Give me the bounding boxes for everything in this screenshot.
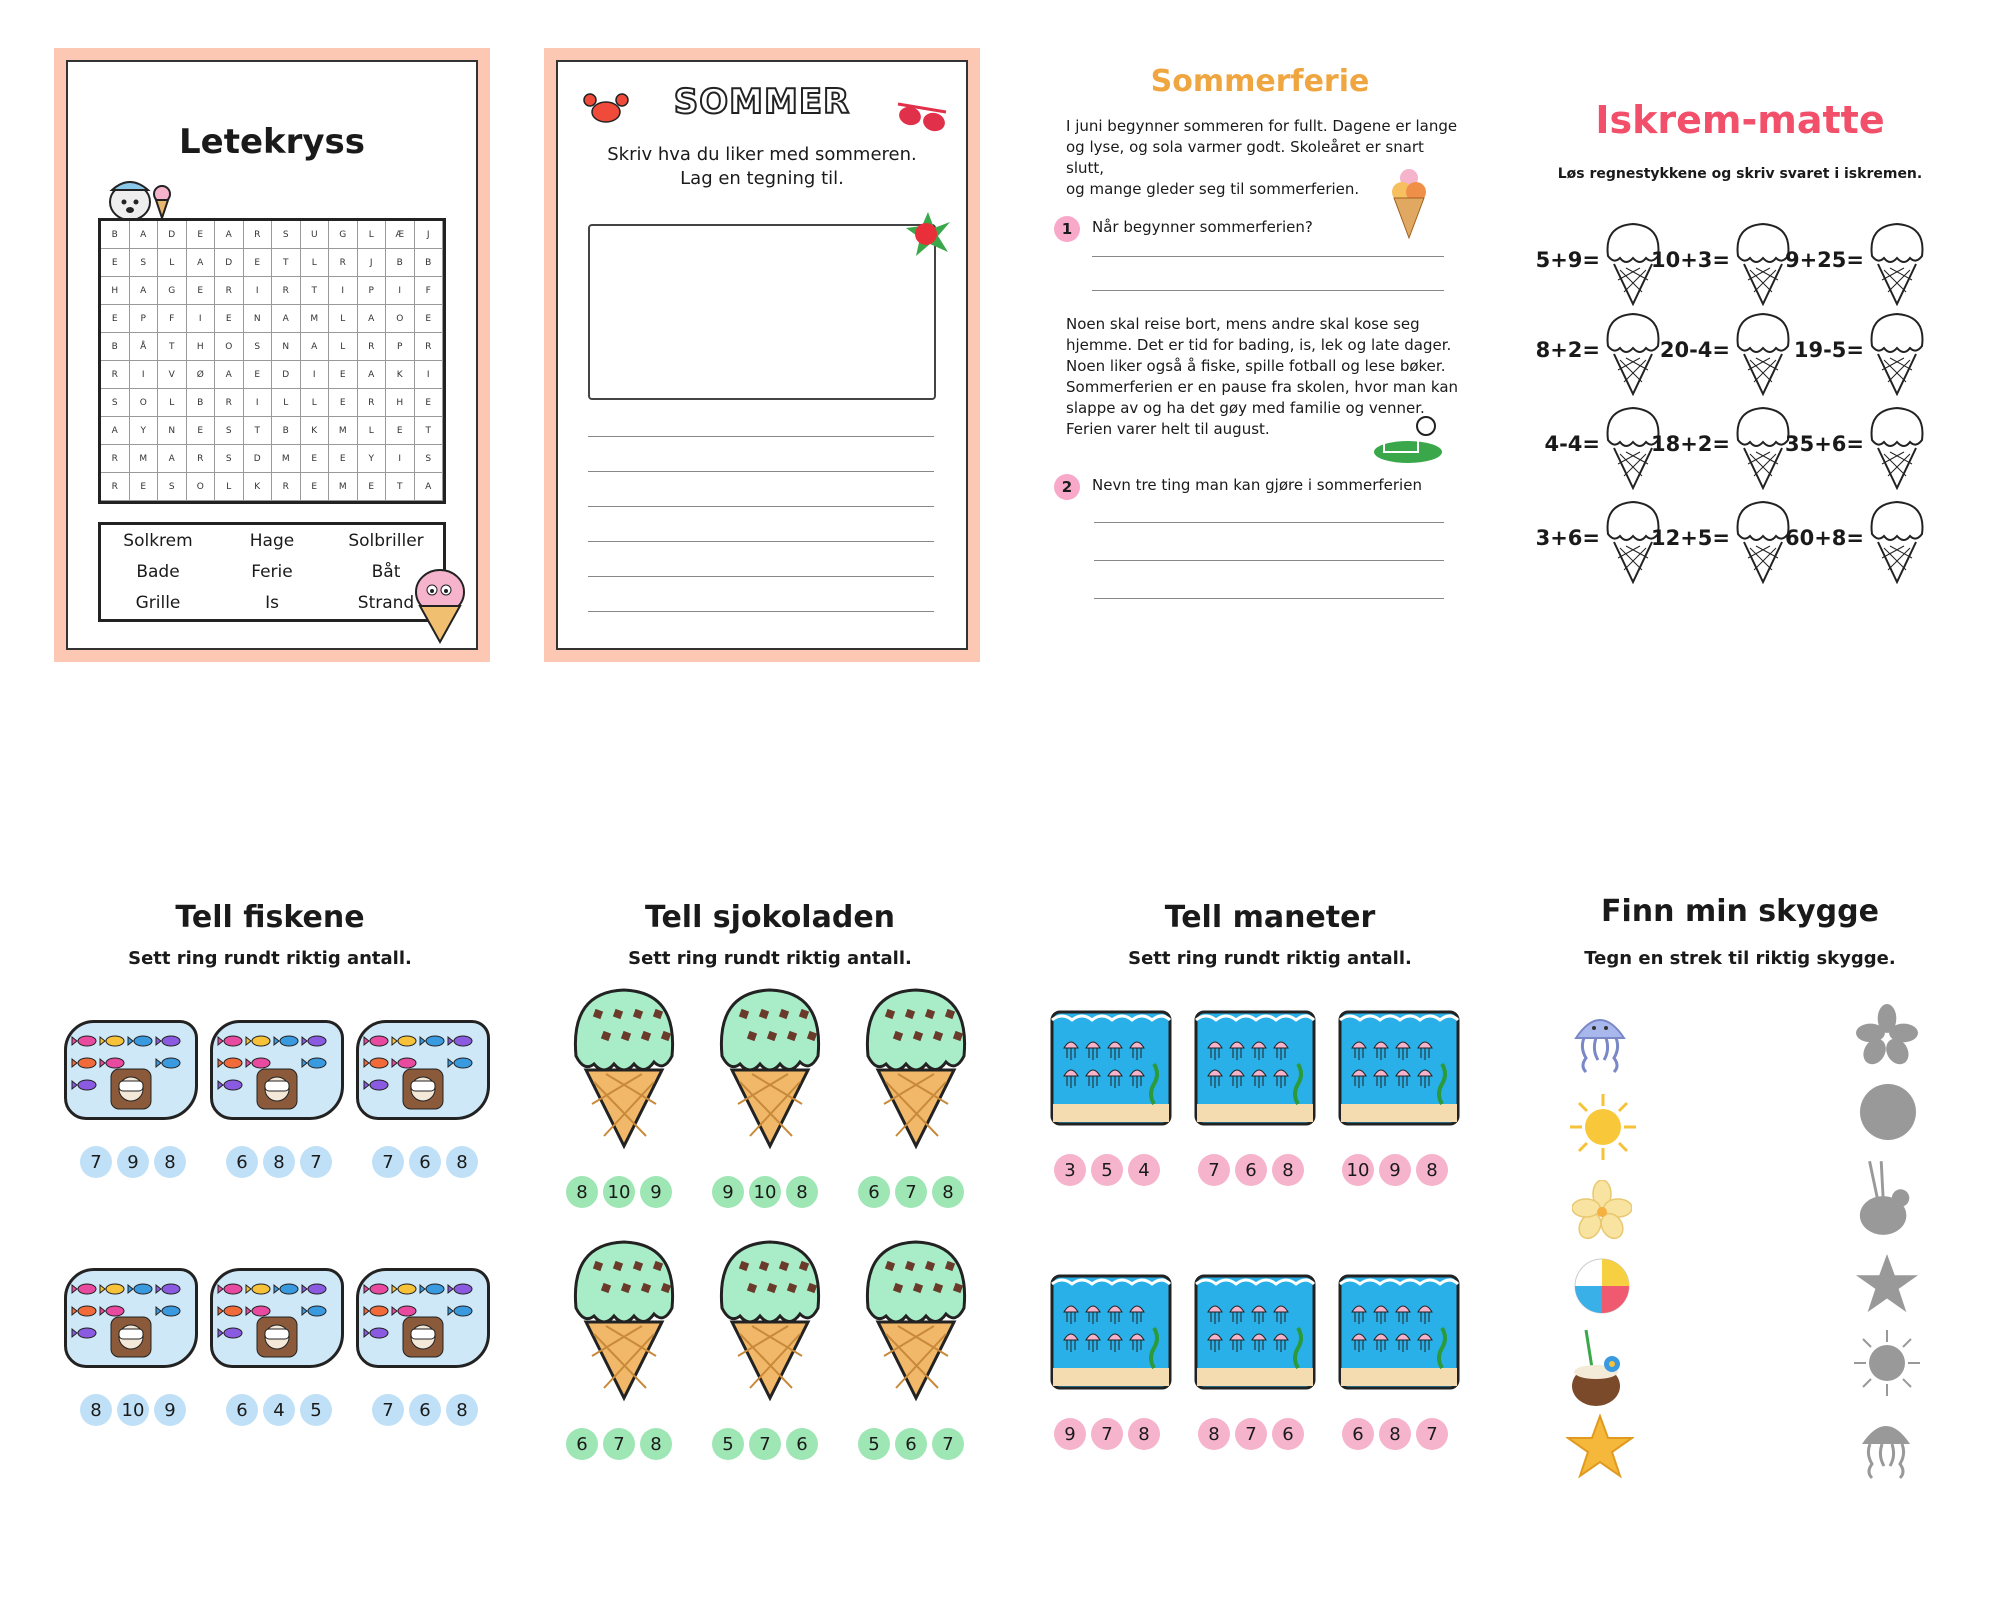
question: Når begynner sommerferien? (1092, 218, 1313, 236)
grid-letter[interactable]: R (358, 333, 387, 361)
answer-choice[interactable]: 6 (786, 1428, 818, 1460)
grid-letter[interactable]: S (215, 417, 244, 445)
grid-letter[interactable]: R (272, 473, 301, 501)
grid-letter[interactable]: E (101, 305, 130, 333)
grid-letter[interactable]: G (158, 277, 187, 305)
answer-choice[interactable]: 6 (895, 1428, 927, 1460)
grid-letter[interactable]: B (415, 249, 444, 277)
sun-icon[interactable] (1568, 1092, 1638, 1162)
answer-choice[interactable]: 4 (1128, 1154, 1160, 1186)
word-grid (98, 218, 446, 504)
grid-letter[interactable]: O (130, 389, 159, 417)
flower-icon[interactable] (1572, 1180, 1632, 1240)
instruction: Tegn en strek til riktig skygge. (1584, 948, 1896, 969)
grid-letter[interactable]: L (301, 249, 330, 277)
answer-choice[interactable]: 9 (154, 1394, 186, 1426)
jellyfish-shadow-icon[interactable] (1856, 1414, 1916, 1480)
grid-letter[interactable]: E (130, 473, 159, 501)
grid-letter[interactable]: M (301, 305, 330, 333)
math-equation: 12+5= (1650, 526, 1730, 550)
word-list (98, 522, 446, 622)
answer-choice[interactable]: 7 (80, 1146, 112, 1178)
grid-letter[interactable]: L (329, 305, 358, 333)
writing-line (588, 436, 934, 437)
answer-line[interactable] (1092, 290, 1444, 291)
beach-ball-icon[interactable] (1572, 1256, 1632, 1316)
grid-letter[interactable]: V (158, 361, 187, 389)
starfish-shadow-icon[interactable] (1854, 1252, 1920, 1316)
grid-letter[interactable]: R (101, 473, 130, 501)
answer-choice[interactable]: 6 (226, 1146, 258, 1178)
grid-letter[interactable]: A (215, 221, 244, 249)
reading-paragraph: Noen skal reise bort, mens andre skal kose seg hjemme. Det er tid for bading, is, lek og late dager. Noen liker også å fiske, spille fotball og lese bøker. Sommerferien er en pause fra skolen, hvor man kan slappe av og ha det gøy med familie og venner. Ferien varer helt til august. (1066, 315, 1459, 438)
answer-choice[interactable]: 8 (932, 1176, 964, 1208)
answer-choice[interactable]: 8 (446, 1146, 478, 1178)
grid-letter[interactable]: A (215, 361, 244, 389)
grid-letter[interactable]: S (158, 473, 187, 501)
mint-ice-cream-picture (716, 986, 824, 1150)
grid-letter[interactable]: Y (130, 417, 159, 445)
answer-choice[interactable]: 7 (603, 1428, 635, 1460)
jellyfish-count-page (1040, 900, 1500, 1460)
answer-line[interactable] (1094, 522, 1444, 523)
grid-letter[interactable]: O (386, 305, 415, 333)
grid-letter[interactable]: R (187, 445, 216, 473)
fish-tank-picture (356, 1020, 490, 1120)
answer-choice[interactable]: 7 (749, 1428, 781, 1460)
jellyfish-icon[interactable] (1570, 1008, 1630, 1074)
grid-letter[interactable]: T (301, 277, 330, 305)
grid-letter[interactable]: A (358, 361, 387, 389)
page-title: Tell maneter (1164, 900, 1376, 935)
answer-choice[interactable]: 7 (372, 1394, 404, 1426)
grid-letter[interactable]: R (272, 277, 301, 305)
fish-tank-picture (64, 1268, 198, 1368)
grid-letter[interactable]: T (158, 333, 187, 361)
grid-letter[interactable]: U (301, 221, 330, 249)
grid-letter[interactable]: E (329, 389, 358, 417)
answer-choice[interactable]: 6 (226, 1394, 258, 1426)
grid-letter[interactable]: L (358, 221, 387, 249)
grid-letter[interactable]: H (187, 333, 216, 361)
grid-letter[interactable]: B (272, 417, 301, 445)
math-equation: 9+25= (1784, 248, 1864, 272)
answer-choice[interactable]: 6 (566, 1428, 598, 1460)
math-equation: 18+2= (1650, 432, 1730, 456)
grid-letter[interactable]: A (358, 305, 387, 333)
page-title: Letekryss (178, 122, 366, 162)
answer-choice[interactable]: 8 (263, 1146, 295, 1178)
wordsearch-page (54, 48, 490, 662)
fish-count-page (40, 900, 500, 1460)
instruction: Lag en tegning til. (680, 168, 844, 189)
grid-letter[interactable]: A (415, 473, 444, 501)
mint-ice-cream-picture (570, 1238, 678, 1402)
grid-letter[interactable]: E (301, 473, 330, 501)
answer-choice[interactable]: 9 (712, 1176, 744, 1208)
grid-letter[interactable]: L (329, 333, 358, 361)
answer-choice[interactable]: 5 (712, 1428, 744, 1460)
answer-line[interactable] (1092, 256, 1444, 257)
grid-letter[interactable]: T (244, 417, 273, 445)
grid-letter[interactable]: A (272, 305, 301, 333)
grid-letter[interactable]: S (101, 389, 130, 417)
flower-shadow-icon[interactable] (1856, 1004, 1918, 1066)
grid-letter[interactable]: E (358, 473, 387, 501)
grid-letter[interactable]: H (386, 389, 415, 417)
grid-letter[interactable]: D (158, 221, 187, 249)
grid-letter[interactable]: E (415, 305, 444, 333)
grid-letter[interactable]: E (415, 389, 444, 417)
grid-letter[interactable]: N (272, 333, 301, 361)
answer-choice[interactable]: 8 (1198, 1418, 1230, 1450)
grid-letter[interactable]: D (272, 361, 301, 389)
answer-choice[interactable]: 7 (372, 1146, 404, 1178)
grid-letter[interactable]: I (130, 361, 159, 389)
grid-letter[interactable]: T (386, 473, 415, 501)
grid-letter[interactable]: R (101, 445, 130, 473)
math-equation: 20-4= (1659, 338, 1730, 362)
grid-letter[interactable]: B (101, 333, 130, 361)
jellyfish-tank-picture (1194, 1010, 1316, 1126)
answer-choice[interactable]: 5 (858, 1428, 890, 1460)
grid-letter[interactable]: J (358, 249, 387, 277)
grid-letter[interactable]: A (130, 277, 159, 305)
question: Nevn tre ting man kan gjøre i sommerferien (1092, 476, 1422, 494)
grid-letter[interactable]: F (158, 305, 187, 333)
answer-choice[interactable]: 8 (446, 1394, 478, 1426)
grid-letter[interactable]: K (386, 361, 415, 389)
grid-letter[interactable]: P (386, 333, 415, 361)
instruction: Sett ring rundt riktig antall. (128, 948, 412, 969)
grid-letter[interactable]: E (187, 277, 216, 305)
grid-letter[interactable]: Ø (187, 361, 216, 389)
grid-letter[interactable]: Å (130, 333, 159, 361)
mint-ice-cream-picture (570, 986, 678, 1150)
mint-ice-cream-picture (862, 1238, 970, 1402)
fish-tank-picture (64, 1020, 198, 1120)
math-equation: 10+3= (1650, 248, 1730, 272)
ice-cream-mascot-icon (412, 562, 468, 646)
grid-letter[interactable]: E (244, 249, 273, 277)
grid-letter[interactable]: M (329, 417, 358, 445)
grid-letter[interactable]: L (272, 389, 301, 417)
math-equation: 3+6= (1535, 526, 1600, 550)
writing-line (588, 471, 934, 472)
starfish-icon[interactable] (1566, 1414, 1634, 1480)
answer-choice[interactable]: 7 (895, 1176, 927, 1208)
jellyfish-tank-picture (1050, 1274, 1172, 1390)
page-title: Tell fiskene (175, 900, 365, 935)
grid-letter[interactable]: N (244, 305, 273, 333)
sommerferie-page (1040, 48, 1480, 662)
grid-letter[interactable]: B (187, 389, 216, 417)
answer-choice[interactable]: 8 (640, 1428, 672, 1460)
grid-letter[interactable]: T (415, 417, 444, 445)
jellyfish-tank-picture (1194, 1274, 1316, 1390)
grid-letter[interactable]: R (215, 277, 244, 305)
jellyfish-tank-picture (1338, 1274, 1460, 1390)
instruction: Skriv hva du liker med sommeren. (607, 144, 917, 165)
grid-letter[interactable]: S (415, 445, 444, 473)
word-list-item: Grille (135, 593, 181, 614)
grid-letter[interactable]: E (244, 361, 273, 389)
ice-cream-answer-icon[interactable] (1866, 220, 1928, 306)
answer-choice[interactable]: 9 (1379, 1154, 1411, 1186)
math-equation: 5+9= (1535, 248, 1600, 272)
grid-letter[interactable]: E (187, 221, 216, 249)
answer-choice[interactable]: 6 (1235, 1154, 1267, 1186)
grid-letter[interactable]: R (101, 361, 130, 389)
grid-letter[interactable]: I (244, 389, 273, 417)
grid-letter[interactable]: B (386, 249, 415, 277)
grid-letter[interactable]: I (244, 277, 273, 305)
fish-tank-picture (356, 1268, 490, 1368)
word-list-item: Hage (249, 530, 295, 551)
grid-letter[interactable]: R (215, 389, 244, 417)
reading-paragraph: I juni begynner sommeren for fullt. Dagene er lange og lyse, og sola varmer godt. Skoleåret er snart slutt, og mange gleder seg til sommerferien. (1066, 117, 1458, 198)
grid-letter[interactable]: I (386, 445, 415, 473)
answer-choice[interactable]: 6 (1342, 1418, 1374, 1450)
answer-choice[interactable]: 6 (858, 1176, 890, 1208)
grid-letter[interactable]: J (415, 221, 444, 249)
answer-choice[interactable]: 7 (1416, 1418, 1448, 1450)
iskrem-page (1520, 48, 1960, 662)
math-equation: 4-4= (1544, 432, 1600, 456)
page-title: Iskrem-matte (1595, 98, 1885, 142)
answer-choice[interactable]: 5 (300, 1394, 332, 1426)
answer-choice[interactable]: 10 (603, 1176, 635, 1208)
word-list-item: Solbriller (348, 530, 424, 551)
grid-letter[interactable]: D (215, 249, 244, 277)
instruction: Sett ring rundt riktig antall. (628, 948, 912, 969)
grid-letter[interactable]: S (215, 445, 244, 473)
grid-letter[interactable]: M (272, 445, 301, 473)
answer-choice[interactable]: 8 (786, 1176, 818, 1208)
grid-letter[interactable]: M (329, 473, 358, 501)
grid-letter[interactable]: E (301, 445, 330, 473)
answer-choice[interactable]: 7 (1198, 1154, 1230, 1186)
answer-choice[interactable]: 4 (263, 1394, 295, 1426)
grid-letter[interactable]: F (415, 277, 444, 305)
grid-letter[interactable]: E (329, 445, 358, 473)
answer-choice[interactable]: 9 (117, 1146, 149, 1178)
grid-letter[interactable]: L (358, 417, 387, 445)
math-equation: 8+2= (1535, 338, 1600, 362)
grid-letter[interactable]: S (272, 221, 301, 249)
grid-letter[interactable]: S (244, 333, 273, 361)
writing-line (588, 576, 934, 577)
grid-letter[interactable]: H (101, 277, 130, 305)
writing-line (588, 506, 934, 507)
writing-line (588, 611, 934, 612)
answer-choice[interactable]: 9 (640, 1176, 672, 1208)
grid-letter[interactable]: O (187, 473, 216, 501)
answer-choice[interactable]: 8 (1128, 1418, 1160, 1450)
answer-choice[interactable]: 7 (1235, 1418, 1267, 1450)
grid-letter[interactable]: E (215, 305, 244, 333)
grid-letter[interactable]: G (329, 221, 358, 249)
answer-choice[interactable]: 7 (300, 1146, 332, 1178)
jellyfish-tank-picture (1338, 1010, 1460, 1126)
grid-letter[interactable]: I (187, 305, 216, 333)
fish-tank-picture (210, 1268, 344, 1368)
answer-choice[interactable]: 8 (154, 1146, 186, 1178)
dog-mascot-icon (106, 172, 178, 224)
grid-letter[interactable]: L (158, 389, 187, 417)
word-list-item: Ferie (251, 561, 293, 582)
grid-letter[interactable]: I (301, 361, 330, 389)
coconut-drink-icon[interactable] (1568, 1328, 1632, 1408)
grid-letter[interactable]: B (101, 221, 130, 249)
grid-letter[interactable]: A (187, 249, 216, 277)
coconut-drink-shadow-icon[interactable] (1856, 1158, 1918, 1238)
answer-line[interactable] (1094, 598, 1444, 599)
grid-letter[interactable]: E (329, 361, 358, 389)
grid-letter[interactable]: L (158, 249, 187, 277)
grid-letter[interactable]: P (358, 277, 387, 305)
grid-letter[interactable]: A (101, 417, 130, 445)
grid-letter[interactable]: R (244, 221, 273, 249)
ice-cream-answer-icon[interactable] (1866, 310, 1928, 396)
math-equation: 19-5= (1793, 338, 1864, 362)
word-list-item: Båt (371, 561, 401, 582)
page-title: Finn min skygge (1601, 894, 1879, 929)
grid-letter[interactable]: L (215, 473, 244, 501)
question-number: 1 (1054, 216, 1080, 242)
answer-choice[interactable]: 8 (1379, 1418, 1411, 1450)
word-list-item: Is (265, 593, 279, 614)
grid-letter[interactable]: I (386, 277, 415, 305)
jellyfish-tank-picture (1050, 1010, 1172, 1126)
ice-cream-icon (1388, 164, 1430, 240)
grid-letter[interactable]: S (130, 249, 159, 277)
grid-letter[interactable]: M (130, 445, 159, 473)
grid-letter[interactable]: R (329, 249, 358, 277)
grid-letter[interactable]: K (301, 417, 330, 445)
sunglasses-icon (896, 98, 948, 134)
math-equation: 35+6= (1784, 432, 1864, 456)
grid-letter[interactable]: O (215, 333, 244, 361)
grid-letter[interactable]: I (329, 277, 358, 305)
ice-cream-answer-icon[interactable] (1866, 498, 1928, 584)
grid-letter[interactable]: K (244, 473, 273, 501)
instruction: Løs regnestykkene og skriv svaret i iskremen. (1557, 166, 1923, 182)
grid-letter[interactable]: P (130, 305, 159, 333)
answer-choice[interactable]: 10 (117, 1394, 149, 1426)
grid-letter[interactable]: A (158, 445, 187, 473)
answer-choice[interactable]: 6 (409, 1146, 441, 1178)
grid-letter[interactable]: L (301, 389, 330, 417)
drawing-box[interactable] (588, 224, 936, 400)
page-title: SOMMER (673, 82, 851, 122)
chocolate-count-page (540, 900, 1000, 1460)
answer-choice[interactable]: 5 (1091, 1154, 1123, 1186)
grid-letter[interactable]: N (158, 417, 187, 445)
grid-letter[interactable]: Æ (386, 221, 415, 249)
hibiscus-icon (902, 208, 954, 260)
answer-line[interactable] (1094, 560, 1444, 561)
mint-ice-cream-picture (716, 1238, 824, 1402)
grid-letter[interactable]: R (358, 389, 387, 417)
grid-letter[interactable]: Y (358, 445, 387, 473)
grid-letter[interactable]: I (415, 361, 444, 389)
sommer-page (544, 48, 980, 662)
instruction: Sett ring rundt riktig antall. (1128, 948, 1412, 969)
word-list-item: Solkrem (123, 530, 193, 551)
ice-cream-answer-icon[interactable] (1866, 404, 1928, 490)
answer-choice[interactable]: 6 (1272, 1418, 1304, 1450)
grid-letter[interactable]: A (130, 221, 159, 249)
grid-letter[interactable]: E (187, 417, 216, 445)
grid-letter[interactable]: R (415, 333, 444, 361)
fish-tank-picture (210, 1020, 344, 1120)
answer-choice[interactable]: 8 (80, 1394, 112, 1426)
word-list-item: Bade (136, 561, 180, 582)
sun-shadow-icon[interactable] (1852, 1328, 1922, 1398)
word-list-item: Strand (357, 593, 415, 614)
answer-choice[interactable]: 7 (932, 1428, 964, 1460)
answer-choice[interactable]: 8 (566, 1176, 598, 1208)
answer-choice[interactable]: 7 (1091, 1418, 1123, 1450)
page-title: Tell sjokoladen (644, 900, 896, 935)
answer-choice[interactable]: 8 (1272, 1154, 1304, 1186)
answer-choice[interactable]: 8 (1416, 1154, 1448, 1186)
soccer-field-icon (1370, 412, 1446, 464)
math-equation: 60+8= (1784, 526, 1864, 550)
answer-choice[interactable]: 3 (1054, 1154, 1086, 1186)
grid-letter[interactable]: D (244, 445, 273, 473)
answer-choice[interactable]: 9 (1054, 1418, 1086, 1450)
page-title: Sommerferie (1150, 64, 1370, 99)
answer-choice[interactable]: 6 (409, 1394, 441, 1426)
mint-ice-cream-picture (862, 986, 970, 1150)
grid-letter[interactable]: T (272, 249, 301, 277)
answer-choice[interactable]: 10 (749, 1176, 781, 1208)
answer-choice[interactable]: 10 (1342, 1154, 1374, 1186)
shadow-match-page (1520, 894, 1960, 1460)
grid-letter[interactable]: E (101, 249, 130, 277)
question-number: 2 (1054, 474, 1080, 500)
grid-letter[interactable]: E (386, 417, 415, 445)
beach-ball-shadow-icon[interactable] (1858, 1082, 1918, 1142)
writing-line (588, 541, 934, 542)
grid-letter[interactable]: A (301, 333, 330, 361)
